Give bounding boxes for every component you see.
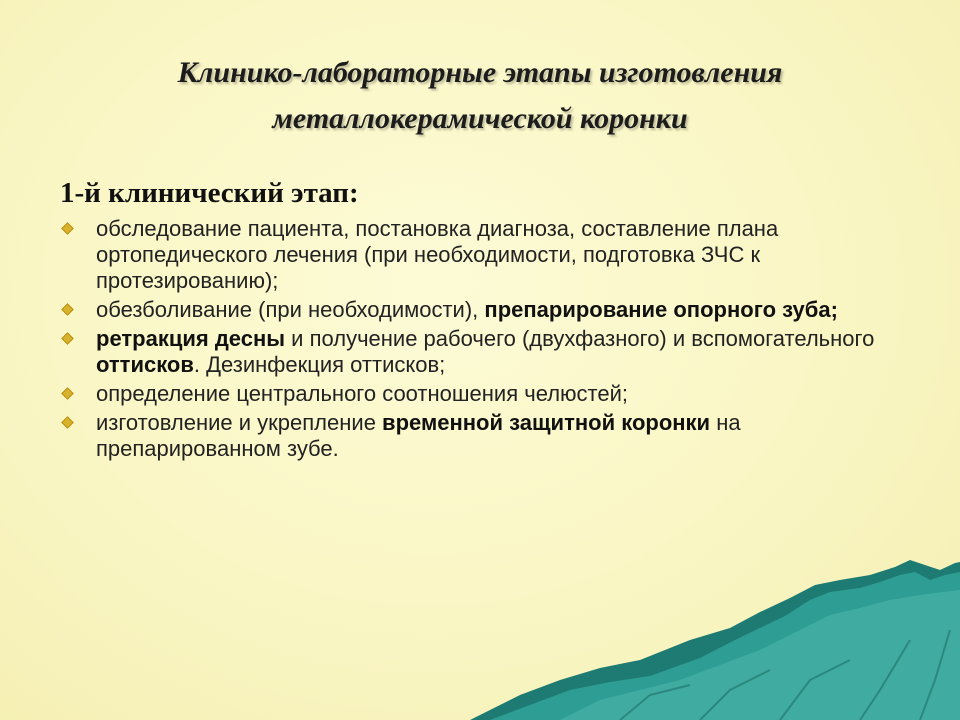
mountain-highlight <box>560 590 960 720</box>
diamond-bullet-icon <box>61 387 74 400</box>
diamond-bullet-icon <box>61 416 74 429</box>
stage-heading: 1-й клинический этап: <box>60 177 359 209</box>
list-item-bold-text: ретракция десны <box>96 326 286 351</box>
list-item <box>60 326 910 378</box>
list-item-text: обследование пациента, постановка диагноза, составление плана ортопедического лечения (при необходимости, подготовка ЗЧС к протезированию); <box>96 216 779 293</box>
list-item-bold-text: препарирование опорного зуба; <box>484 297 838 322</box>
list-item-text: изготовление и укрепление <box>96 410 383 435</box>
mountain-ridges <box>620 630 950 720</box>
slide-content <box>60 176 910 465</box>
mountain-back <box>470 560 960 720</box>
mountain-front <box>490 572 960 720</box>
list-item <box>60 216 910 294</box>
slide-title-line-2: металлокерамической коронки <box>272 102 688 135</box>
list-item-text: и получение рабочего (двухфазного) и вспомогательного <box>285 326 875 351</box>
diamond-bullet-icon <box>61 222 74 235</box>
diamond-bullet-icon <box>61 332 74 345</box>
list-item-text: определение центрального соотношения челюстей; <box>96 381 629 406</box>
list-item <box>60 297 910 323</box>
list-item <box>60 410 910 462</box>
bullet-list <box>60 216 910 462</box>
list-item <box>60 381 910 407</box>
list-item-bold-text: оттисков <box>96 352 194 377</box>
slide-title <box>60 50 900 142</box>
list-item-text: обезболивание (при необходимости), <box>96 297 485 322</box>
list-item-bold-text: временной защитной коронки <box>382 410 711 435</box>
list-item-text: . Дезинфекция оттисков; <box>193 352 446 377</box>
diamond-bullet-icon <box>61 303 74 316</box>
list-item-text: на препарированном зубе. <box>96 410 741 461</box>
slide-title-line-1: Клинико-лабораторные этапы изготовления <box>177 56 783 89</box>
